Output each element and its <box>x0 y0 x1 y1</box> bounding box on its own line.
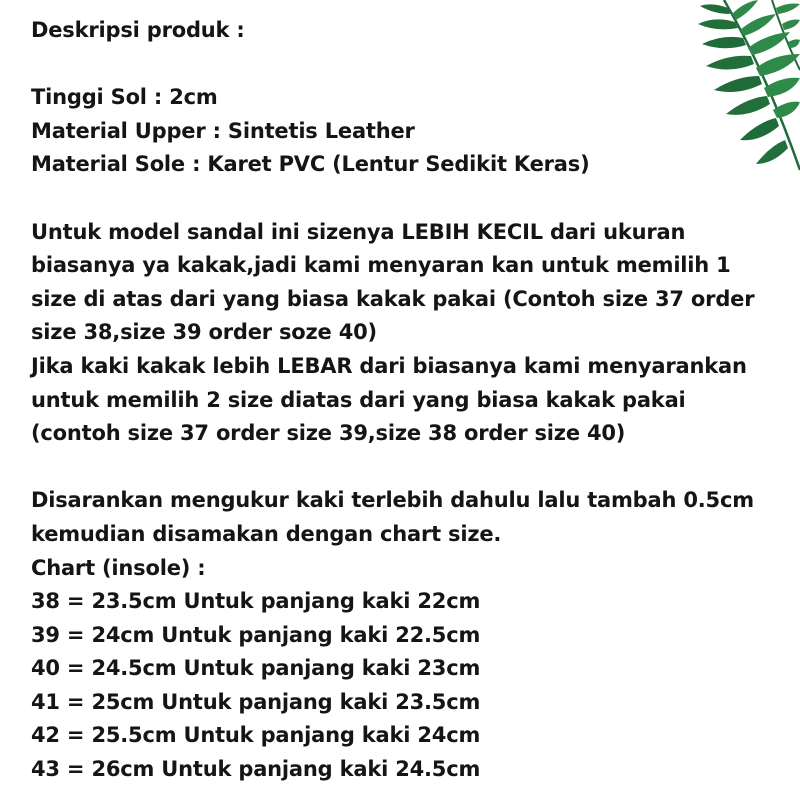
size-chart-row: 38 = 23.5cm Untuk panjang kaki 22cm <box>31 589 481 614</box>
size-note-line: biasanya ya kakak,jadi kami menyaran kan untuk memilih 1 <box>31 253 731 278</box>
spec-line: Material Sole : Karet PVC (Lentur Sedikit Keras) <box>31 152 590 177</box>
wide-foot-note-line: Jika kaki kakak lebih LEBAR dari biasanya kami menyarankan <box>31 353 747 378</box>
size-note-line: size 38,size 39 order soze 40) <box>31 320 377 345</box>
description-text <box>31 14 791 787</box>
spacer <box>31 451 791 485</box>
chart-heading: Chart (insole) : <box>31 555 206 580</box>
wide-foot-note-line: untuk memilih 2 size diatas dari yang biasa kakak pakai <box>31 387 686 412</box>
page-title: Deskripsi produk : <box>31 18 245 42</box>
size-note-line: size di atas dari yang biasa kakak pakai (Contoh size 37 order <box>31 286 755 311</box>
size-note-line: Untuk model sandal ini sizenya LEBIH KECIL dari ukuran <box>31 219 686 244</box>
size-chart-row: 40 = 24.5cm Untuk panjang kaki 23cm <box>31 656 481 681</box>
spec-line: Tinggi Sol : 2cm <box>31 85 218 110</box>
spacer <box>31 182 791 216</box>
spec-line: Material Upper : Sintetis Leather <box>31 118 415 143</box>
size-chart-row: 43 = 26cm Untuk panjang kaki 24.5cm <box>31 757 481 782</box>
advice-line: kemudian disamakan dengan chart size. <box>31 521 502 546</box>
spacer <box>31 48 791 82</box>
size-chart-row: 39 = 24cm Untuk panjang kaki 22.5cm <box>31 622 481 647</box>
size-chart-row: 41 = 25cm Untuk panjang kaki 23.5cm <box>31 689 481 714</box>
size-chart-row: 42 = 25.5cm Untuk panjang kaki 24cm <box>31 723 481 748</box>
advice-line: Disarankan mengukur kaki terlebih dahulu lalu tambah 0.5cm <box>31 488 754 513</box>
wide-foot-note-line: (contoh size 37 order size 39,size 38 order size 40) <box>31 421 626 446</box>
